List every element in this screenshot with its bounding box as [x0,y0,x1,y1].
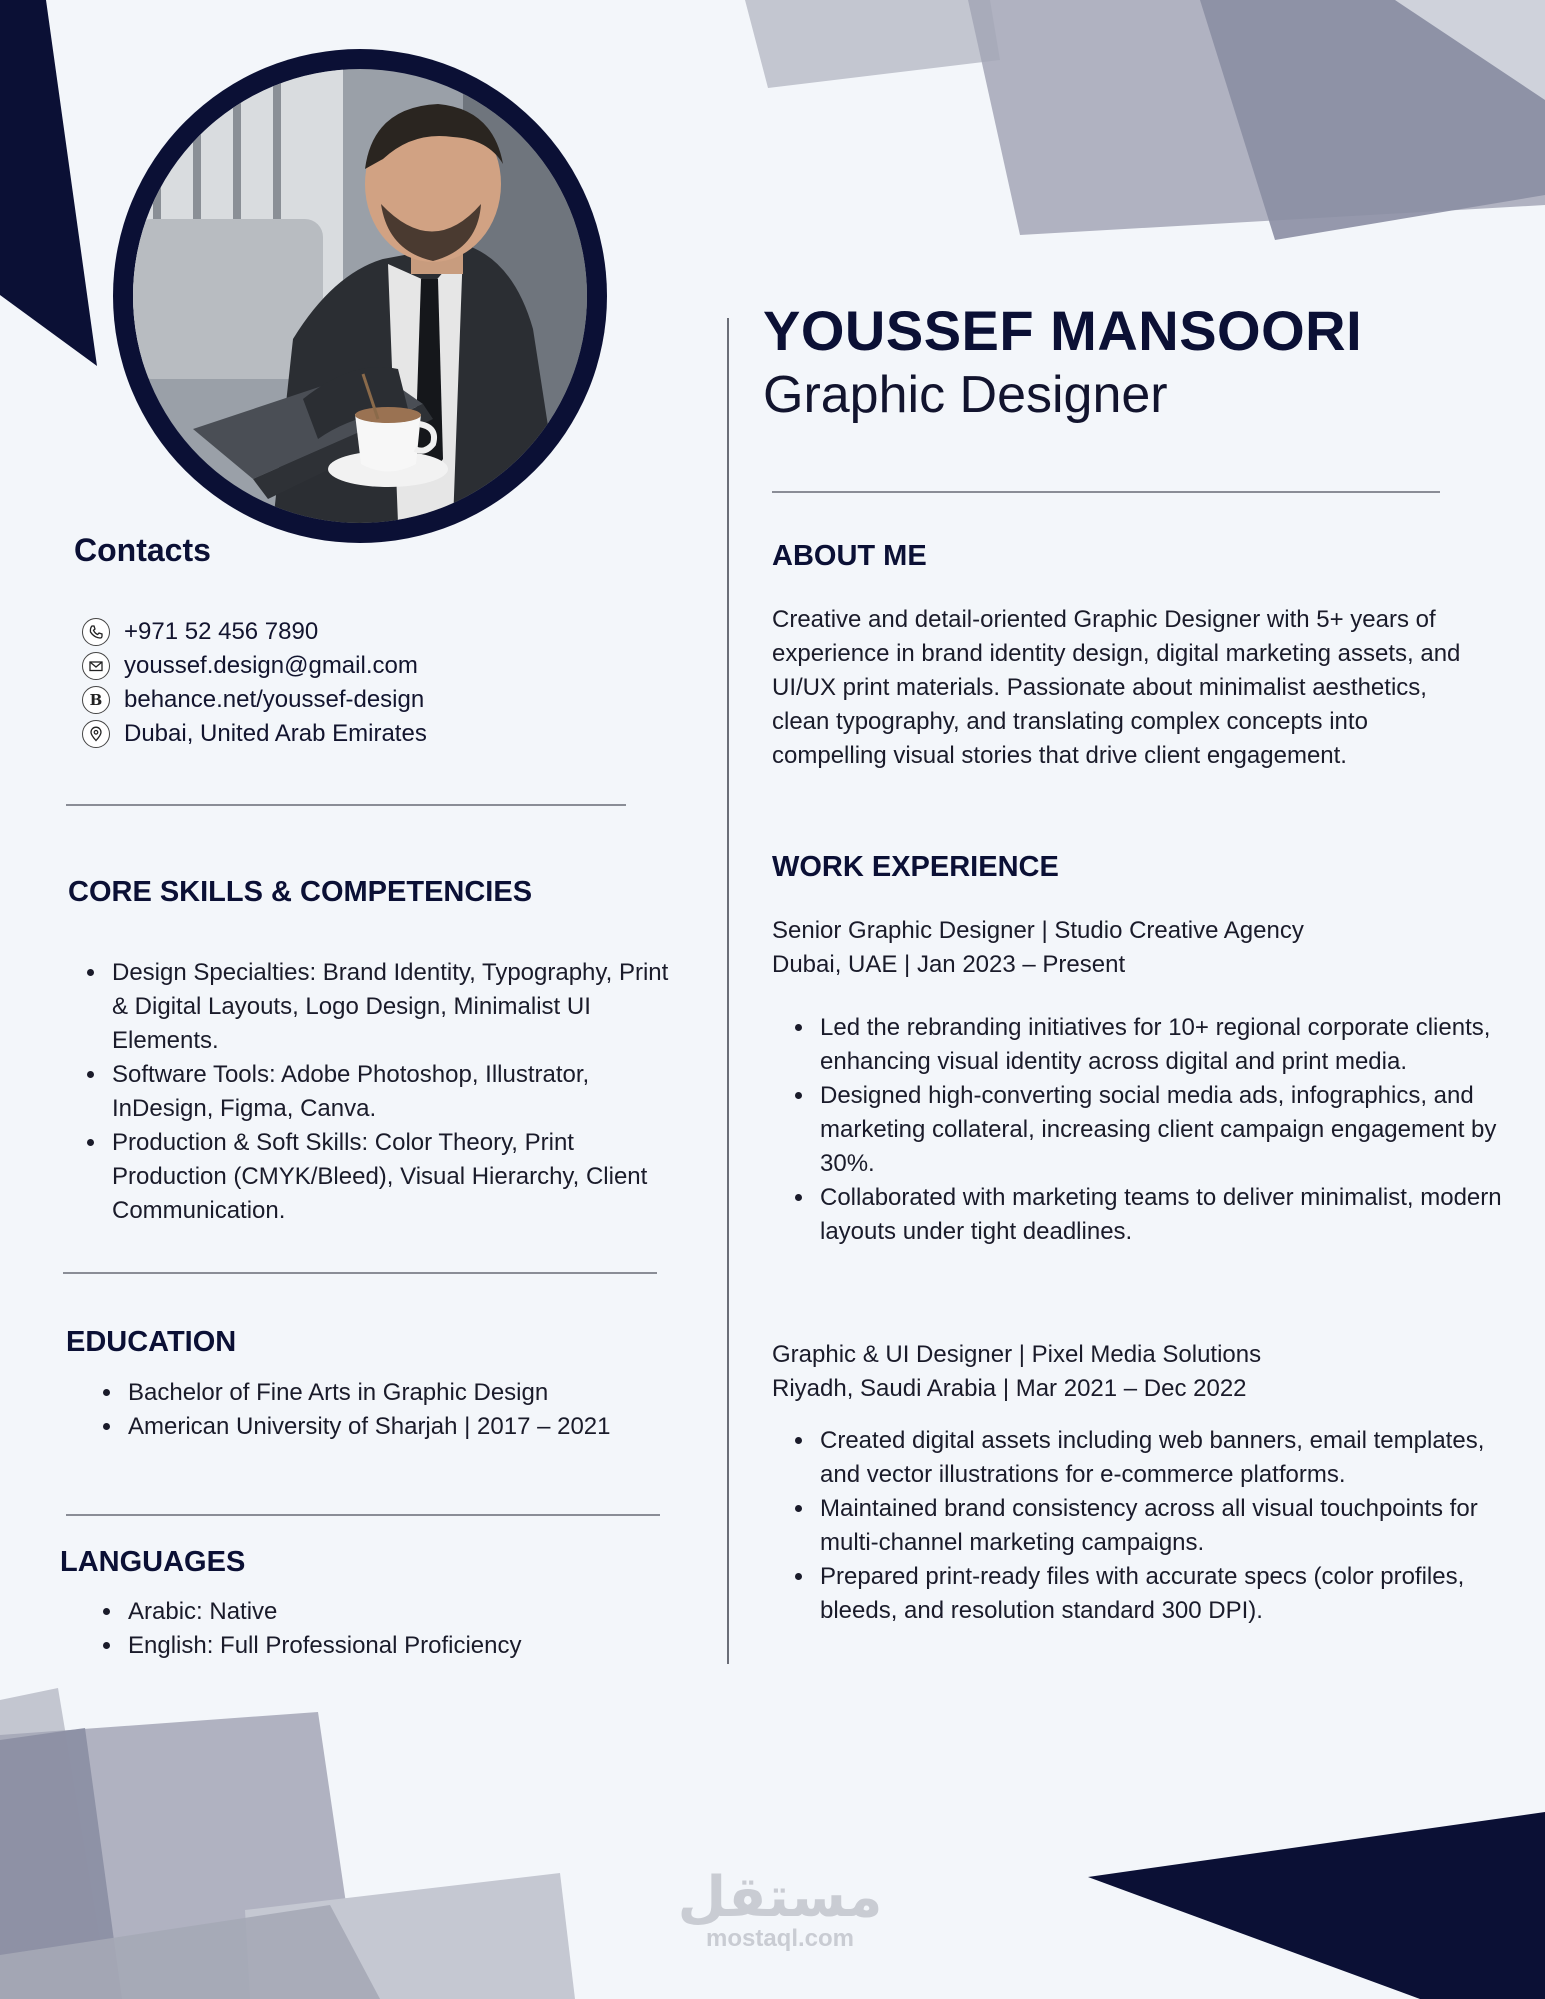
bottom-right-triangle [1088,1812,1545,1999]
phone-link[interactable]: +971 52 456 7890 [124,618,319,645]
job-title: Graphic Designer [763,366,1168,424]
job-bullets [790,1011,1506,1249]
behance-link[interactable]: behance.net/youssef-design [124,686,425,713]
top-left-triangle [0,0,97,366]
list-item: • Led the rebranding initiatives for 10+ regional corporate clients, enhancing visual identity across digital and print media. [816,1011,1506,1079]
list-item: • Designed high-converting social media ads, infographics, and marketing collateral, increasing client campaign engagement by 30%. [816,1079,1506,1181]
contacts-title: Contacts [74,532,211,568]
skills-list [82,956,688,1228]
list-item: • Production & Soft Skills: Color Theory, Print Production (CMYK/Bleed), Visual Hierarchy, Client Communication. [108,1126,688,1228]
list-item: • Bachelor of Fine Arts in Graphic Design [124,1376,704,1410]
contacts-list [82,615,427,751]
list-item: • Collaborated with marketing teams to deliver minimalist, modern layouts under tight deadlines. [816,1181,1506,1249]
location-text: Dubai, United Arab Emirates [124,720,427,747]
education-list [98,1376,704,1444]
job-bullets [790,1424,1506,1628]
education-title: EDUCATION [66,1326,237,1358]
contact-email [82,649,427,683]
behance-icon: B [82,686,110,714]
mostaql-watermark [660,1865,900,1952]
languages-list [98,1595,704,1663]
list-item: • English: Full Professional Proficiency [124,1629,704,1663]
job-heading: Senior Graphic Designer | Studio Creative Agency [772,917,1304,944]
candidate-name: YOUSSEF MANSOORI [763,299,1363,362]
list-item: • Design Specialties: Brand Identity, Typography, Print & Digital Layouts, Logo Design, Minimalist UI Elements. [108,956,688,1058]
phone-icon [82,618,110,646]
header-divider [772,491,1440,493]
list-item: • Created digital assets including web banners, email templates, and vector illustrations for e-commerce platforms. [816,1424,1506,1492]
mail-icon [82,652,110,680]
contacts-divider [66,804,626,806]
list-item: • American University of Sharjah | 2017 – 2021 [124,1410,704,1444]
location-pin-icon [82,720,110,748]
about-title: ABOUT ME [772,540,927,572]
education-divider [66,1514,660,1516]
list-item: • Maintained brand consistency across all visual touchpoints for multi-channel marketing campaigns. [816,1492,1506,1560]
email-link[interactable]: youssef.design@gmail.com [124,652,418,679]
skills-title: CORE SKILLS & COMPETENCIES [68,876,533,908]
contact-behance [82,683,427,717]
job-meta: Dubai, UAE | Jan 2023 – Present [772,951,1126,978]
contact-phone [82,615,427,649]
watermark-arabic: مستقل [677,1865,883,1930]
job-heading: Graphic & UI Designer | Pixel Media Solutions [772,1341,1262,1368]
bottom-left-squares [0,1688,575,1999]
list-item: • Software Tools: Adobe Photoshop, Illustrator, InDesign, Figma, Canva. [108,1058,688,1126]
job-meta: Riyadh, Saudi Arabia | Mar 2021 – Dec 2022 [772,1375,1247,1402]
watermark-latin: mostaql.com [705,1925,855,1952]
contact-location [82,717,427,751]
experience-title: WORK EXPERIENCE [772,851,1059,883]
languages-title: LANGUAGES [60,1546,246,1578]
list-item: • Prepared print-ready files with accurate specs (color profiles, bleeds, and resolution standard 300 DPI). [816,1560,1506,1628]
about-text: Creative and detail-oriented Graphic Designer with 5+ years of experience in brand identity design, digital marketing assets, and UI/UX print materials. Passionate about minimalist aesthetics, clean typography, and translating complex concepts into compelling visual stories that drive client engagement. [772,606,1461,769]
list-item: • Arabic: Native [124,1595,704,1629]
top-right-squares [745,0,1545,240]
profile-photo-frame [113,49,607,543]
profile-photo [133,69,587,523]
column-divider [727,318,729,1664]
skills-divider [63,1272,657,1274]
